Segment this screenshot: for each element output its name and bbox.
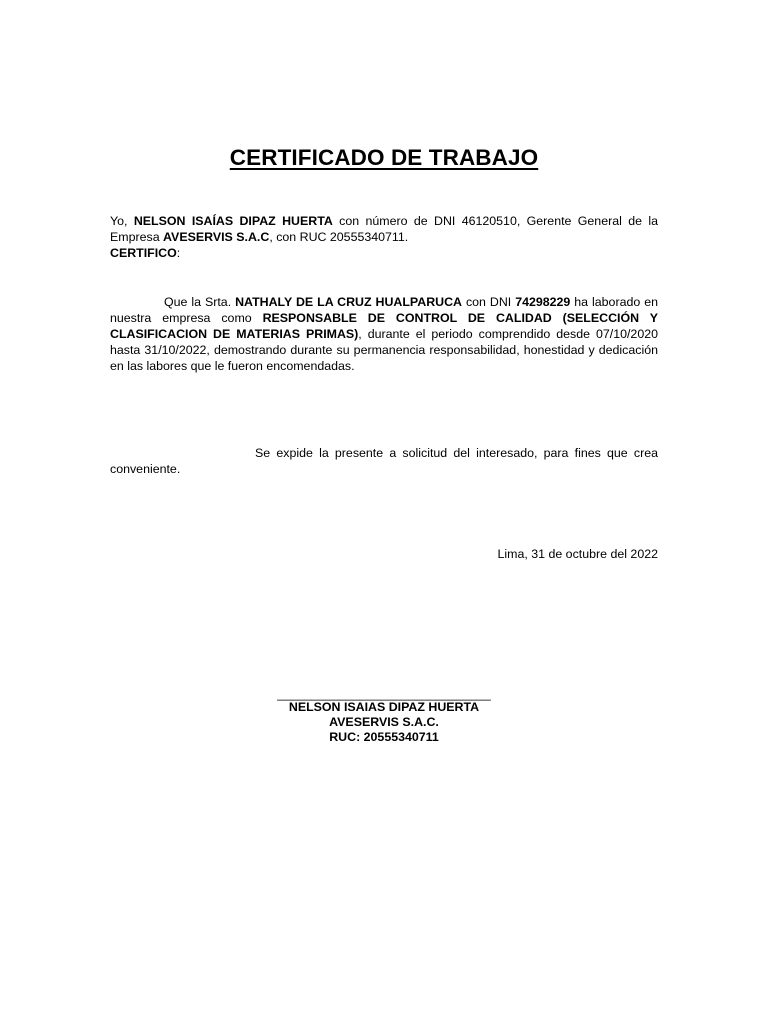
signature-ruc: RUC: 20555340711 — [329, 730, 439, 744]
signature-name: NELSON ISAIAS DIPAZ HUERTA — [288, 700, 480, 714]
intro-text-2: con número de DNI 46120510, Gerente General de la Empresa — [110, 214, 658, 244]
signature-company: AVESERVIS S.A.C. — [329, 715, 439, 729]
signature-line: _______________________________ — [277, 687, 491, 701]
company-name: AVESERVIS S.A.C — [163, 230, 270, 244]
body-text-2: con DNI — [462, 295, 516, 309]
intro-text-1: Yo, — [110, 214, 134, 228]
employee-name: NATHALY DE LA CRUZ HUALPARUCA — [235, 295, 462, 309]
body-text-3: ha laborado en nuestra empresa como — [110, 295, 658, 325]
document-title: CERTIFICADO DE TRABAJO — [229, 145, 539, 170]
body-text-4: , durante el periodo comprendido desde 07/10/2020 hasta 31/10/2022, demostrando durante su permanencia responsabilidad, honestidad y dedicación en las labores que le fueron encomendadas. — [110, 327, 658, 373]
closing-paragraph: Se expide la presente a solicitud del interesado, para fines que crea conveniente. — [110, 446, 658, 476]
employee-dni: 74298229 — [515, 295, 571, 309]
body-text-1: Que la Srta. — [164, 295, 236, 309]
body-paragraph — [110, 294, 658, 374]
employee-position: RESPONSABLE DE CONTROL DE CALIDAD (SELECCIÓN Y CLASIFICACION DE MATERIAS PRIMAS) — [110, 311, 658, 341]
signature-block — [0, 688, 768, 745]
document-date: Lima, 31 de octubre del 2022 — [497, 547, 658, 561]
certifico-label: CERTIFICO — [110, 246, 177, 260]
certifico-colon: : — [176, 246, 181, 260]
intro-paragraph — [110, 213, 658, 261]
intro-text-3: , con RUC 20555340711. — [269, 230, 409, 244]
issuer-name: NELSON ISAÍAS DIPAZ HUERTA — [133, 214, 333, 228]
